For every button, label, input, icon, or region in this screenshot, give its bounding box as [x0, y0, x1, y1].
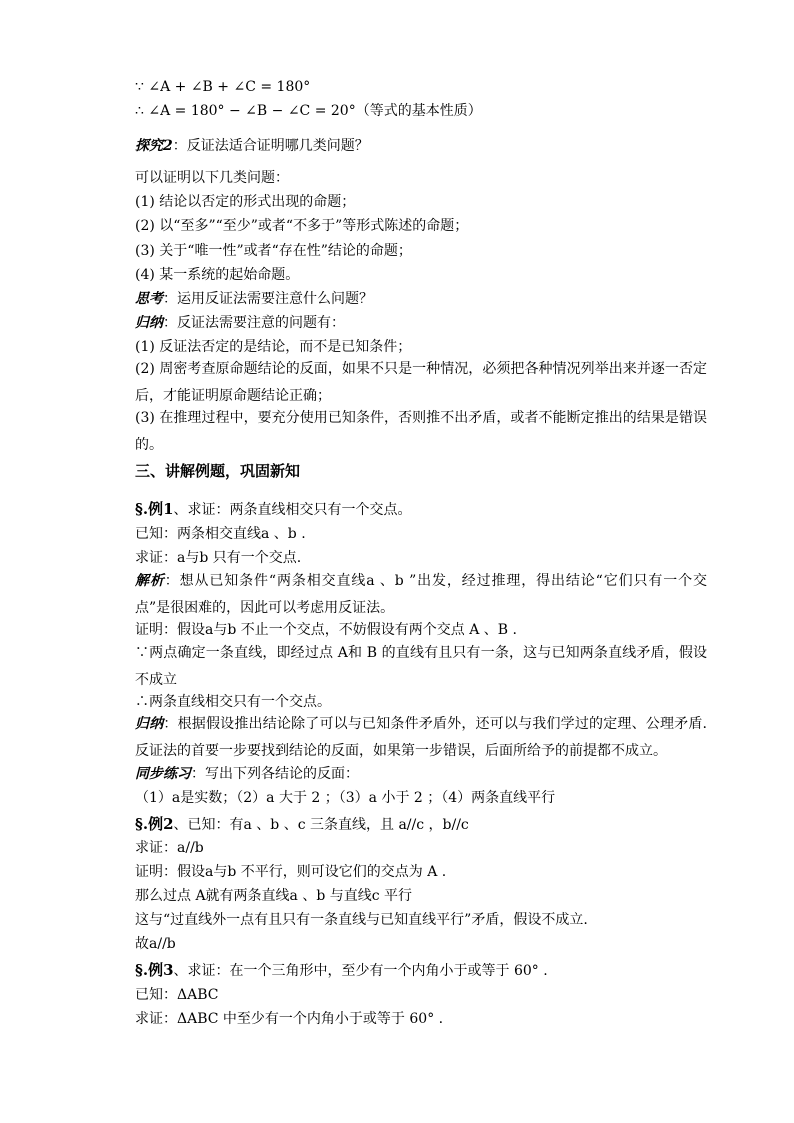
example1-prove: 求证：a与b 只有一个交点. — [135, 550, 302, 566]
example2-text: 、已知：有a 、b 、c 三条直线，且 a//c ，b//c — [173, 817, 469, 833]
example1-analysis — [135, 568, 707, 622]
equation-line: ∴ ∠A = 180° − ∠B − ∠C = 20°（等式的基本性质） — [135, 103, 482, 119]
example2-label: §.例2 — [135, 815, 174, 833]
explore2-label: 探究2 — [135, 138, 173, 154]
list-item: (2) 以“至多”“至少”或者“不多于”等形式陈述的命题； — [135, 218, 469, 234]
practice-label: 同步练习 — [135, 766, 191, 782]
analysis-text: ：想从已知条件“两条相交直线a 、b ”出发，经过推理，得出结论“它们只有一个交点”是很困难的，因此可以考虑用反证法。 — [135, 573, 707, 616]
example1-text: 、求证：两条直线相交只有一个交点。 — [173, 502, 412, 518]
example3-label: §.例3 — [135, 961, 174, 979]
example1-label: §.例1 — [135, 500, 174, 518]
example1-proof: ∵两点确定一条直线，即经过点 A和 B 的直线有且只有一条，这与已知两条直线矛盾，假设不成立 — [135, 645, 707, 688]
summary2-label: 归纳 — [135, 716, 164, 732]
summary2-text: ：根据假设推出结论除了可以与已知条件矛盾外，还可以与我们学过的定理、公理矛盾.反证法的首要一步要找到结论的反面，如果第一步错误，后面所给予的前提都不成立。 — [135, 716, 707, 759]
example3-text: 、求证：在一个三角形中，至少有一个内角小于或等于 60° . — [173, 963, 548, 979]
list-item: (3) 关于“唯一性”或者“存在性”结论的命题； — [135, 243, 412, 259]
explore2-intro: 可以证明以下几类问题： — [135, 170, 289, 186]
practice-heading — [135, 764, 705, 784]
equation-line: ∵ ∠A + ∠B + ∠C = 180° — [135, 79, 311, 95]
example1-proof: ∴两条直线相交只有一个交点。 — [135, 694, 331, 710]
think-label: 思考 — [135, 291, 163, 307]
think-heading — [135, 289, 705, 309]
example2-proof: 那么过点 A就有两条直线a 、b 与直线c 平行 — [135, 888, 413, 904]
example1-heading — [135, 499, 705, 520]
summary1-label: 归纳 — [135, 315, 163, 331]
summary1-heading — [135, 313, 705, 333]
list-item: (2) 周密考查原命题结论的反面，如果不只是一种情况，必须把各种情况列举出来并逐一否定后，才能证明原命题结论正确； — [135, 361, 707, 404]
summary2 — [135, 711, 707, 765]
summary1-text: ：反证法需要注意的问题有： — [163, 315, 345, 331]
example2-proof: 证明：假设a与b 不平行，则可设它们的交点为 A . — [135, 864, 447, 880]
think-text: ：运用反证法需要注意什么问题？ — [163, 291, 373, 307]
practice-text: ：写出下列各结论的反面： — [191, 766, 359, 782]
example2-heading — [135, 814, 705, 835]
practice-items: （1）a是实数；（2）a 大于 2 ；（3）a 小于 2 ；（4）两条直线平行 — [135, 790, 556, 806]
example1-given: 已知：两条相交直线a 、b . — [135, 526, 306, 542]
section-heading: 三、讲解例题，巩固新知 — [135, 462, 301, 480]
example1-proof: 证明：假设a与b 不止一个交点，不妨假设有两个交点 A 、B . — [135, 622, 517, 638]
example3-given: 已知：ΔABC — [135, 987, 219, 1003]
example3-heading — [135, 960, 705, 981]
example2-proof: 这与“过直线外一点有且只有一条直线与已知直线平行”矛盾，假设不成立. — [135, 912, 588, 928]
example2-prove: 求证：a//b — [135, 840, 204, 856]
list-item: (4) 某一系统的起始命题。 — [135, 267, 300, 283]
analysis-label: 解析 — [135, 573, 165, 589]
list-item: (1) 结论以否定的形式出现的命题； — [135, 194, 356, 210]
example3-prove: 求证：ΔABC 中至少有一个内角小于或等于 60° . — [135, 1011, 444, 1027]
explore2-heading — [135, 136, 705, 156]
list-item: (1) 反证法否定的是结论，而不是已知条件； — [135, 339, 412, 355]
example2-conclusion: 故a//b — [135, 936, 176, 952]
list-item: (3) 在推理过程中，要充分使用已知条件，否则推不出矛盾，或者不能断定推出的结果是错误的。 — [135, 410, 707, 453]
explore2-text: ：反证法适合证明哪几类问题？ — [172, 138, 369, 154]
